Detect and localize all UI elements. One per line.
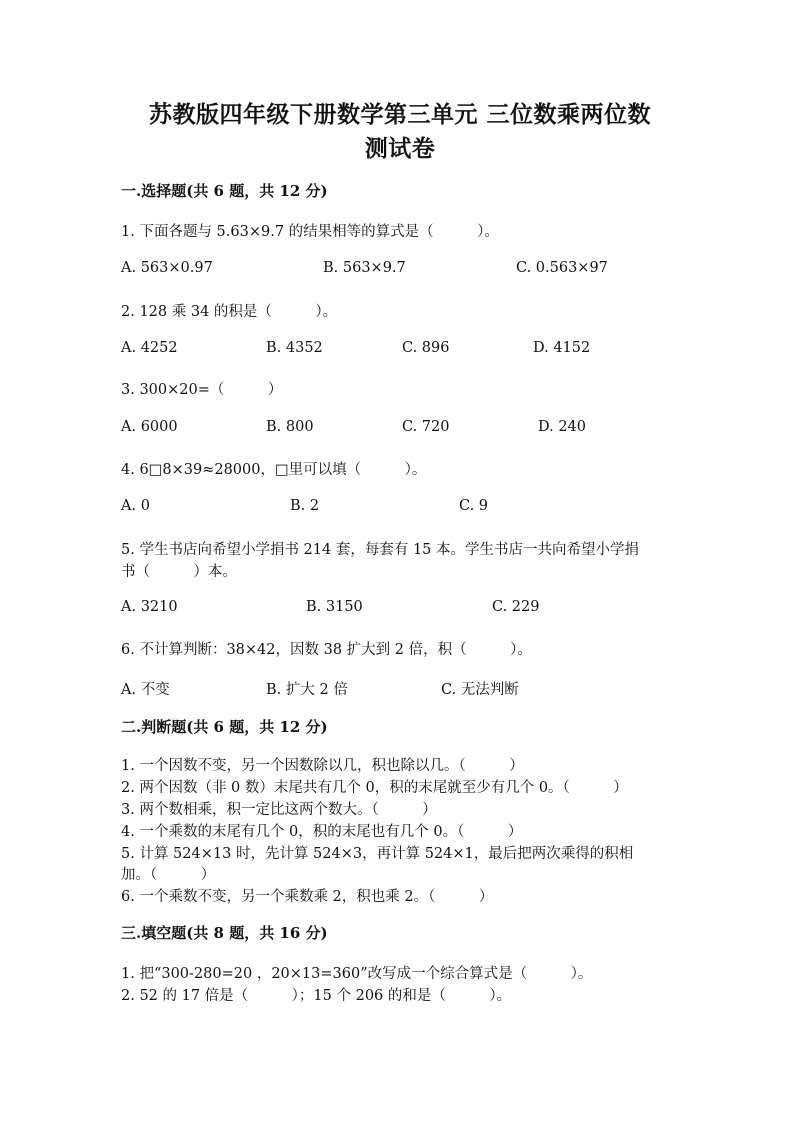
question-text: 2. 128 乘 34 的积是（ ）。 bbox=[121, 304, 338, 320]
judgment-item: 5. 计算 524×13 时，先计算 524×3，再计算 524×1，最后把两次乘得的积相 bbox=[121, 846, 634, 862]
option-a[interactable]: A. 563×0.97 bbox=[121, 260, 213, 276]
option-a[interactable]: A. 3210 bbox=[121, 599, 178, 615]
option-b[interactable]: B. 4352 bbox=[266, 340, 323, 356]
judgment-item: 6. 一个乘数不变，另一个乘数乘 2，积也乘 2。（ ） bbox=[121, 889, 494, 905]
question-text: 5. 学生书店向希望小学捐书 214 套，每套有 15 本。学生书店一共向希望小学捐 bbox=[121, 542, 640, 558]
option-b[interactable]: B. 800 bbox=[266, 419, 314, 435]
option-b[interactable]: B. 2 bbox=[290, 498, 320, 514]
option-a[interactable]: A. 不变 bbox=[121, 682, 170, 698]
judgment-item: 1. 一个因数不变，另一个因数除以几，积也除以几。（ ） bbox=[121, 758, 524, 774]
option-a[interactable]: A. 6000 bbox=[121, 419, 178, 435]
fill-item: 2. 52 的 17 倍是（ ）；15 个 206 的和是（ ）。 bbox=[121, 988, 512, 1004]
option-d[interactable]: D. 240 bbox=[538, 419, 587, 435]
section-heading-fill: 三.填空题(共 8 题，共 16 分) bbox=[121, 924, 328, 942]
option-c[interactable]: C. 720 bbox=[402, 419, 450, 435]
page-title: 苏教版四年级下册数学第三单元 三位数乘两位数 bbox=[148, 101, 651, 128]
question-text: 1. 下面各题与 5.63×9.7 的结果相等的算式是（ ）。 bbox=[121, 224, 499, 240]
section-heading-judgment: 二.判断题(共 6 题，共 12 分) bbox=[121, 718, 328, 736]
option-b[interactable]: B. 563×9.7 bbox=[323, 260, 406, 276]
option-b[interactable]: B. 3150 bbox=[306, 599, 363, 615]
option-c[interactable]: C. 9 bbox=[459, 498, 489, 514]
page-title-line2: 测试卷 bbox=[364, 135, 436, 162]
option-c[interactable]: C. 无法判断 bbox=[441, 682, 519, 698]
question-text-continued: 书（ ）本。 bbox=[121, 564, 237, 580]
question-text: 4. 6□8×39≈28000，□里可以填（ ）。 bbox=[121, 462, 427, 478]
judgment-item: 3. 两个数相乘，积一定比这两个数大。（ ） bbox=[121, 802, 437, 818]
option-c[interactable]: C. 896 bbox=[402, 340, 450, 356]
option-c[interactable]: C. 0.563×97 bbox=[516, 260, 608, 276]
judgment-item: 4. 一个乘数的末尾有几个 0，积的末尾也有几个 0。（ ） bbox=[121, 824, 523, 840]
question-text: 3. 300×20=（ ） bbox=[121, 382, 283, 398]
section-heading-choice: 一.选择题(共 6 题，共 12 分) bbox=[121, 182, 328, 200]
option-d[interactable]: D. 4152 bbox=[533, 340, 591, 356]
fill-item: 1. 把“300-280=20 ，20×13=360”改写成一个综合算式是（ ）。 bbox=[121, 966, 593, 982]
judgment-item: 2. 两个因数（非 0 数）末尾共有几个 0，积的末尾就至少有几个 0。（ ） bbox=[121, 780, 628, 796]
option-c[interactable]: C. 229 bbox=[492, 599, 540, 615]
option-b[interactable]: B. 扩大 2 倍 bbox=[266, 682, 348, 698]
judgment-item-continued: 加。（ ） bbox=[121, 867, 216, 883]
question-text: 6. 不计算判断：38×42，因数 38 扩大到 2 倍，积（ ）。 bbox=[121, 642, 532, 658]
option-a[interactable]: A. 0 bbox=[121, 498, 150, 514]
option-a[interactable]: A. 4252 bbox=[121, 340, 178, 356]
